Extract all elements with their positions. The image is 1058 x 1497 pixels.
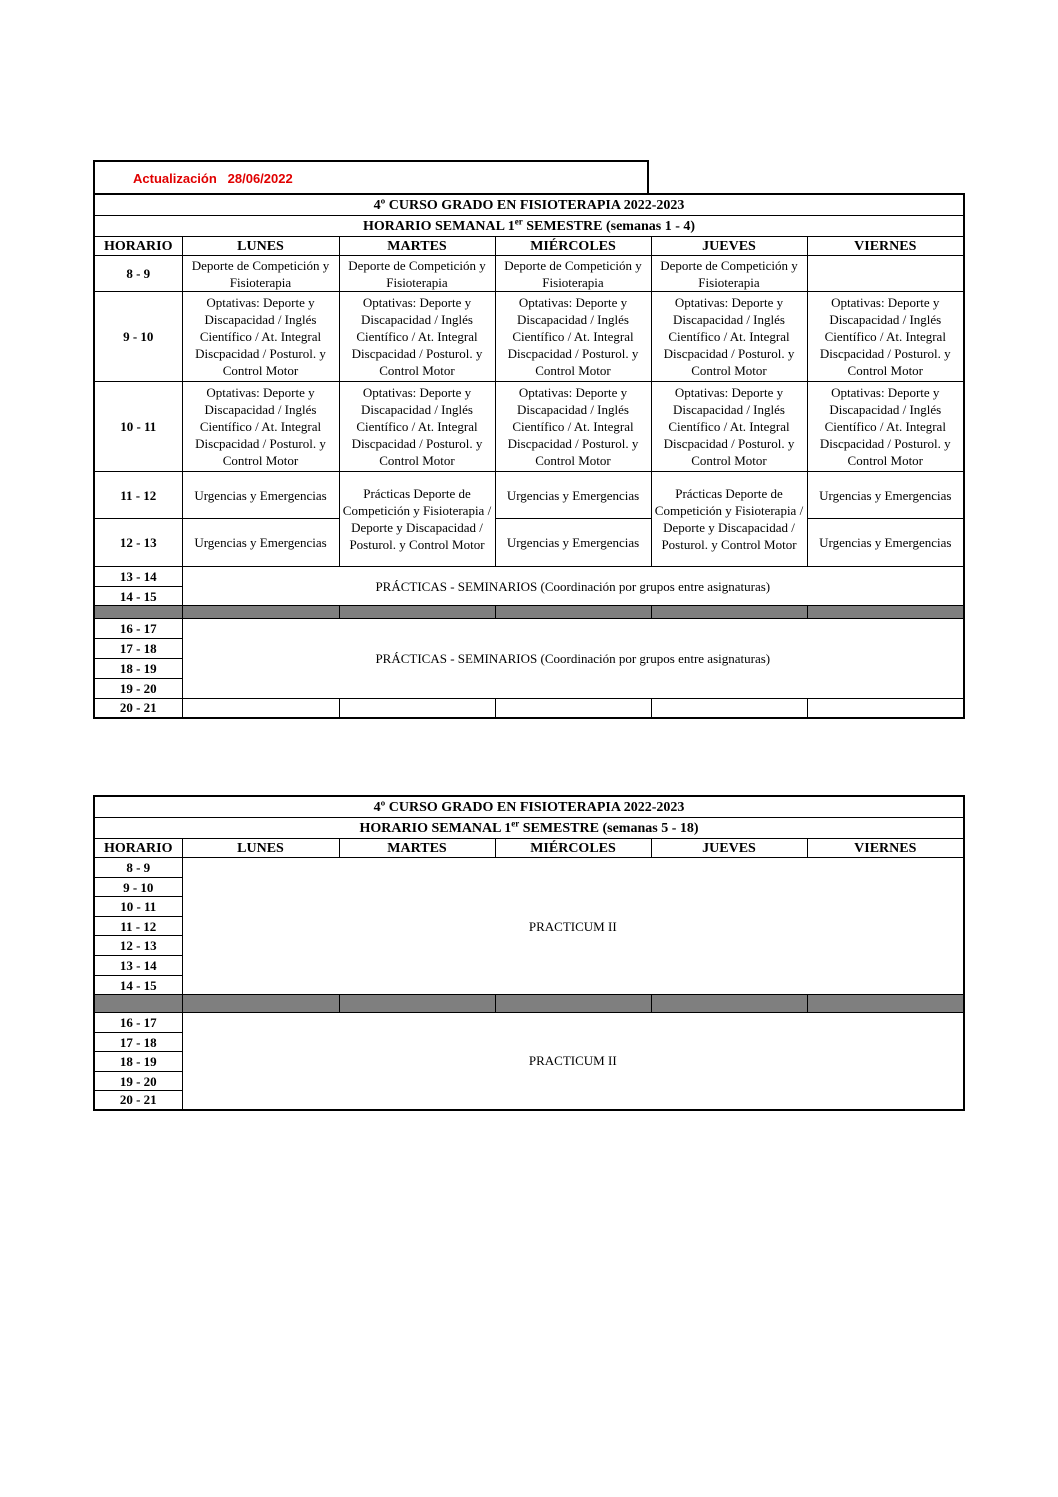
schedule-cell: Deporte de Competición y Fisioterapia [651, 256, 807, 292]
header-horario: HORARIO [94, 237, 182, 256]
hour-cell: 19 - 20 [94, 679, 182, 699]
hour-cell: 20 - 21 [94, 699, 182, 718]
gap-cell [182, 995, 339, 1013]
table-row [94, 567, 964, 587]
table-row [94, 519, 964, 567]
schedule-cell: Deporte de Competición y Fisioterapia [495, 256, 651, 292]
subtitle-pre: HORARIO SEMANAL 1 [363, 218, 515, 234]
subtitle-sup: er [514, 215, 523, 226]
schedule-cell: Deporte de Competición y Fisioterapia [182, 256, 339, 292]
schedule-cell-merged: Prácticas Deporte de Competición y Fisioterapia / Deporte y Discapacidad / Posturol. y Control Motor [651, 472, 807, 567]
table-row [94, 472, 964, 519]
hour-cell: 11 - 12 [94, 917, 182, 936]
schedule-cell-merged: Prácticas Deporte de Competición y Fisioterapia / Deporte y Discapacidad / Posturol. y Control Motor [339, 472, 495, 567]
schedule-cell: Optativas: Deporte y Discapacidad / Inglés Científico / At. Integral Discpacidad / Posturol. y Control Motor [495, 292, 651, 382]
schedule-cell: Optativas: Deporte y Discapacidad / Inglés Científico / At. Integral Discpacidad / Posturol. y Control Motor [807, 292, 964, 382]
schedule-cell [807, 256, 964, 292]
hour-cell: 17 - 18 [94, 639, 182, 659]
schedule-cell [182, 699, 339, 718]
schedule-cell: Optativas: Deporte y Discapacidad / Inglés Científico / At. Integral Discpacidad / Posturol. y Control Motor [651, 292, 807, 382]
schedule-cell: Urgencias y Emergencias [807, 519, 964, 567]
schedule-cell: Urgencias y Emergencias [495, 519, 651, 567]
table-title: 4º CURSO GRADO EN FISIOTERAPIA 2022-2023 [94, 796, 964, 818]
schedule-cell: Optativas: Deporte y Discapacidad / Inglés Científico / At. Integral Discpacidad / Posturol. y Control Motor [339, 292, 495, 382]
gap-cell [339, 995, 495, 1013]
table-title: 4º CURSO GRADO EN FISIOTERAPIA 2022-2023 [94, 194, 964, 216]
hour-cell: 17 - 18 [94, 1033, 182, 1052]
gap-cell [182, 606, 339, 619]
hour-cell: 20 - 21 [94, 1091, 182, 1110]
hour-cell: 8 - 9 [94, 858, 182, 878]
table-row [94, 382, 964, 472]
update-date: 28/06/2022 [227, 171, 293, 186]
gap-cell [94, 606, 182, 619]
table-row [94, 1013, 964, 1033]
table-row [94, 619, 964, 639]
hour-cell: 13 - 14 [94, 956, 182, 976]
hour-cell: 9 - 10 [94, 292, 182, 382]
practicum-morning: PRACTICUM II [182, 858, 964, 995]
table-row [94, 858, 964, 878]
schedule-table-weeks-1-4 [93, 193, 965, 719]
gap-cell [339, 606, 495, 619]
gap-cell [495, 995, 651, 1013]
practicas-seminarios-midday: PRÁCTICAS - SEMINARIOS (Coordinación por grupos entre asignaturas) [182, 567, 964, 606]
schedule-cell: Optativas: Deporte y Discapacidad / Inglés Científico / At. Integral Discpacidad / Posturol. y Control Motor [495, 382, 651, 472]
gap-cell [651, 995, 807, 1013]
table-row [94, 256, 964, 292]
schedule-cell: Urgencias y Emergencias [807, 472, 964, 519]
gap-cell [807, 995, 964, 1013]
hour-cell: 18 - 19 [94, 1052, 182, 1072]
schedule-cell: Optativas: Deporte y Discapacidad / Inglés Científico / At. Integral Discpacidad / Posturol. y Control Motor [182, 382, 339, 472]
table-row [94, 292, 964, 382]
header-lunes: LUNES [182, 237, 339, 256]
header-horario: HORARIO [94, 839, 182, 858]
gap-cell [495, 606, 651, 619]
header-jueves: JUEVES [651, 237, 807, 256]
update-label-text: Actualización [133, 171, 217, 186]
schedule-cell: Optativas: Deporte y Discapacidad / Inglés Científico / At. Integral Discpacidad / Posturol. y Control Motor [339, 382, 495, 472]
lunch-gap-row [94, 606, 964, 619]
hour-cell: 8 - 9 [94, 256, 182, 292]
header-miercoles: MIÉRCOLES [495, 839, 651, 858]
header-viernes: VIERNES [807, 839, 964, 858]
hour-cell: 18 - 19 [94, 659, 182, 679]
practicum-afternoon: PRACTICUM II [182, 1013, 964, 1110]
header-martes: MARTES [339, 839, 495, 858]
schedule-cell: Optativas: Deporte y Discapacidad / Inglés Científico / At. Integral Discpacidad / Posturol. y Control Motor [651, 382, 807, 472]
hour-cell: 10 - 11 [94, 382, 182, 472]
hour-cell: 16 - 17 [94, 619, 182, 639]
hour-cell: 12 - 13 [94, 936, 182, 956]
subtitle-post: SEMESTRE (semanas 1 - 4) [522, 218, 696, 234]
schedule-cell [651, 699, 807, 718]
subtitle-sup: er [511, 817, 520, 828]
gap-cell [94, 995, 182, 1013]
table-row [94, 699, 964, 718]
schedule-cell: Deporte de Competición y Fisioterapia [339, 256, 495, 292]
header-lunes: LUNES [182, 839, 339, 858]
schedule-cell: Optativas: Deporte y Discapacidad / Inglés Científico / At. Integral Discpacidad / Posturol. y Control Motor [182, 292, 339, 382]
subtitle-pre: HORARIO SEMANAL 1 [359, 820, 512, 836]
schedule-cell [807, 699, 964, 718]
hour-cell: 14 - 15 [94, 587, 182, 606]
schedule-cell [339, 699, 495, 718]
header-martes: MARTES [339, 237, 495, 256]
practicas-seminarios-afternoon: PRÁCTICAS - SEMINARIOS (Coordinación por grupos entre asignaturas) [182, 619, 964, 699]
gap-cell [807, 606, 964, 619]
schedule-table-weeks-5-18 [93, 795, 965, 1111]
lunch-gap-row [94, 995, 964, 1013]
gap-cell [651, 606, 807, 619]
hour-cell: 14 - 15 [94, 976, 182, 995]
header-miercoles: MIÉRCOLES [495, 237, 651, 256]
header-viernes: VIERNES [807, 237, 964, 256]
schedule-cell: Urgencias y Emergencias [182, 519, 339, 567]
schedule-cell [495, 699, 651, 718]
subtitle-post: SEMESTRE (semanas 5 - 18) [519, 820, 699, 836]
schedule-cell: Urgencias y Emergencias [495, 472, 651, 519]
hour-cell: 9 - 10 [94, 878, 182, 897]
schedule-cell: Optativas: Deporte y Discapacidad / Inglés Científico / At. Integral Discpacidad / Posturol. y Control Motor [807, 382, 964, 472]
update-label [133, 171, 293, 186]
hour-cell: 12 - 13 [94, 519, 182, 567]
hour-cell: 16 - 17 [94, 1013, 182, 1033]
hour-cell: 11 - 12 [94, 472, 182, 519]
header-jueves: JUEVES [651, 839, 807, 858]
schedule-cell: Urgencias y Emergencias [182, 472, 339, 519]
update-box [93, 160, 649, 193]
hour-cell: 13 - 14 [94, 567, 182, 587]
table-subtitle [94, 216, 964, 237]
hour-cell: 10 - 11 [94, 897, 182, 917]
hour-cell: 19 - 20 [94, 1072, 182, 1091]
table-subtitle [94, 818, 964, 839]
